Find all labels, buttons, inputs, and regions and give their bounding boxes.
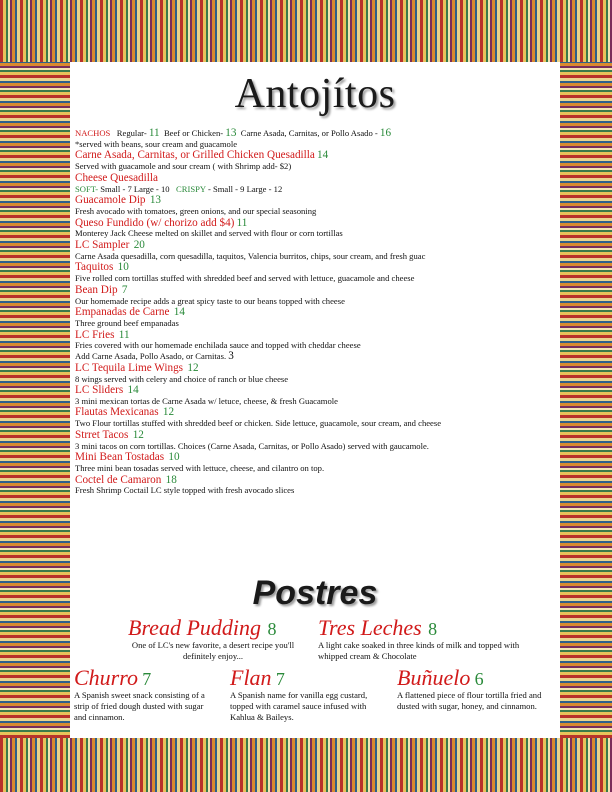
dessert-price: 8 <box>267 619 277 639</box>
item-name: LC Sliders <box>75 384 124 397</box>
soft-sizes: Small - 7 Large - 10 <box>100 183 170 194</box>
list-item <box>75 430 559 452</box>
item-name: Flautas Mexicanas <box>75 406 159 419</box>
dessert-name: Buñuelo <box>397 665 471 690</box>
item-name: LC Sampler <box>75 238 130 251</box>
item-desc: Five rolled corn tortillas stuffed with shredded beef and served with lettuce, guacamole and cheese <box>75 273 415 284</box>
list-item <box>75 218 559 240</box>
item-price: 14 <box>317 149 329 162</box>
item-price: 14 <box>127 384 139 397</box>
menu-panel <box>70 62 560 738</box>
item-price: 12 <box>162 406 175 419</box>
nachos-beef-price: 13 <box>225 127 237 139</box>
dessert-price: 7 <box>142 669 152 689</box>
dessert-name: Flan <box>230 665 272 690</box>
list-item-nachos <box>75 128 559 150</box>
item-name: NACHOS <box>75 128 111 138</box>
item-desc: Carne Asada quesadilla, corn quesadilla, taquitos, Valencia burritos, chips, sour cream, and fresh guac <box>75 250 426 261</box>
dessert-name: Bread Pudding <box>128 615 261 640</box>
postres-title: Postres <box>252 574 378 612</box>
list-item <box>75 452 559 474</box>
item-desc: *served with beans, sour cream and guacamole <box>75 138 238 149</box>
item-price: 18 <box>165 473 177 486</box>
dessert-desc: One of LC's new favorite, a desert recipe you'll definitely enjoy... <box>131 640 295 661</box>
list-item <box>75 285 559 307</box>
crispy-sizes: - Small - 9 Large - 12 <box>207 183 283 194</box>
item-name: LC Tequila Lime Wings <box>75 361 184 374</box>
dessert-name: Churro <box>74 665 138 690</box>
item-price: 11 <box>118 328 130 341</box>
item-desc: 8 wings served with celery and choice of ranch or blue cheese <box>75 373 289 384</box>
list-item <box>75 407 559 429</box>
list-item <box>75 240 559 262</box>
item-desc: Fresh avocado with tomatoes, green onions, and our special seasoning <box>75 205 317 216</box>
item-name: Carne Asada, Carnitas, or Grilled Chicken Quesadilla <box>75 149 315 162</box>
addon-text: Add Carne Asada, Pollo Asado, or Carnitas. <box>75 351 227 362</box>
dessert-price: 8 <box>428 619 438 639</box>
item-desc <box>75 184 559 195</box>
dessert-desc: A Spanish sweet snack consisting of a strip of fried dough dusted with sugar and cinnamon. <box>74 690 205 722</box>
item-price: 12 <box>187 361 199 374</box>
list-item-lc-fries <box>75 330 559 362</box>
item-price: 10 <box>117 261 129 274</box>
list-item <box>75 363 559 385</box>
page-title: Antojítos <box>234 71 396 117</box>
list-item <box>75 307 559 329</box>
item-name: Guacamole Dip <box>75 194 146 207</box>
list-item <box>75 475 559 497</box>
serape-border-left <box>0 62 70 738</box>
list-item <box>75 262 559 284</box>
item-price: 11 <box>236 216 248 229</box>
nachos-carne-price: 16 <box>379 127 392 139</box>
item-desc: 3 mini tacos on corn tortillas. Choices (Carne Asada, Carnitas, or Pollo Asado) served with gaucamole. <box>75 440 429 451</box>
nachos-regular-price: 11 <box>148 127 160 139</box>
item-desc: Served with guacamole and sour cream ( with Shrimp add- $2) <box>75 161 292 172</box>
item-desc: Two Flour tortillas stuffed with shredded beef or chicken. Side lettuce, guacamole, sour cream, and cheese <box>75 418 442 429</box>
item-desc: Fresh Shrimp Coctail LC style topped with fresh avocado slices <box>75 485 295 496</box>
item-name: Empanadas de Carne <box>75 306 170 319</box>
item-price: 20 <box>133 238 145 251</box>
nachos-carne-label: Carne Asada, Carnitas, or Pollo Asado - <box>240 128 378 138</box>
item-addon <box>75 351 559 362</box>
list-item <box>75 385 559 407</box>
soft-label: SOFT- <box>75 183 99 194</box>
item-desc: Three mini bean tosadas served with lettuce, cheese, and cilantro on top. <box>75 463 325 474</box>
dessert-desc: A light cake soaked in three kinds of milk and topped with whipped cream & Chocolate <box>318 640 520 661</box>
dessert-price: 7 <box>275 669 285 689</box>
item-price: 12 <box>132 428 144 441</box>
item-name: Taquitos <box>75 261 114 274</box>
dessert-price: 6 <box>474 669 484 689</box>
item-name: Cheese Quesadilla <box>75 171 158 184</box>
item-price: 14 <box>173 306 185 319</box>
item-name: Mini Bean Tostadas <box>75 451 165 464</box>
nachos-regular-label: Regular- <box>116 128 147 138</box>
item-desc: Fries covered with our homemade enchilada sauce and topped with cheddar cheese <box>75 340 361 351</box>
list-item <box>75 195 559 217</box>
crispy-label: CRISPY <box>176 183 206 194</box>
item-name: LC Fries <box>75 328 115 341</box>
dessert-item <box>230 666 390 723</box>
list-item <box>75 150 559 172</box>
dessert-name: Tres Leches <box>318 615 422 640</box>
dessert-item <box>318 616 558 662</box>
item-desc: 3 mini mexican tortas de Carne Asada w/ letuce, cheese, & fresh Guacamole <box>75 395 338 406</box>
item-name: Bean Dip <box>75 283 118 296</box>
item-desc: Our homemade recipe adds a great spicy taste to our beans topped with cheese <box>75 295 345 306</box>
item-desc: Three ground beef empanadas <box>75 317 179 328</box>
item-price: 7 <box>121 283 128 296</box>
serape-border-right <box>560 62 612 738</box>
addon-price: 3 <box>228 350 234 363</box>
serape-border-top <box>0 0 612 62</box>
item-price: 10 <box>168 451 180 464</box>
list-item-cheese-quesadilla <box>75 173 559 195</box>
antojitos-list <box>75 128 559 497</box>
dessert-item <box>74 666 224 723</box>
item-price: 13 <box>149 194 162 207</box>
item-name: Coctel de Camaron <box>75 473 162 486</box>
item-name: Queso Fundido (w/ chorizo add $4) <box>75 216 235 229</box>
item-desc: Monterey Jack Cheese melted on skillet and served with flour or corn tortillas <box>75 228 343 239</box>
dessert-item <box>397 666 557 712</box>
dessert-item <box>128 616 318 662</box>
dessert-desc: A flattened piece of flour tortilla fried and dusted with sugar, honey, and cinnamon. <box>397 690 542 711</box>
dessert-desc: A Spanish name for vanilla egg custard, topped with caramel sauce infused with Kahlua & Baileys. <box>230 690 368 722</box>
item-name: Strret Tacos <box>75 428 129 441</box>
serape-border-bottom <box>0 738 612 792</box>
nachos-beef-label: Beef or Chicken- <box>163 128 224 138</box>
